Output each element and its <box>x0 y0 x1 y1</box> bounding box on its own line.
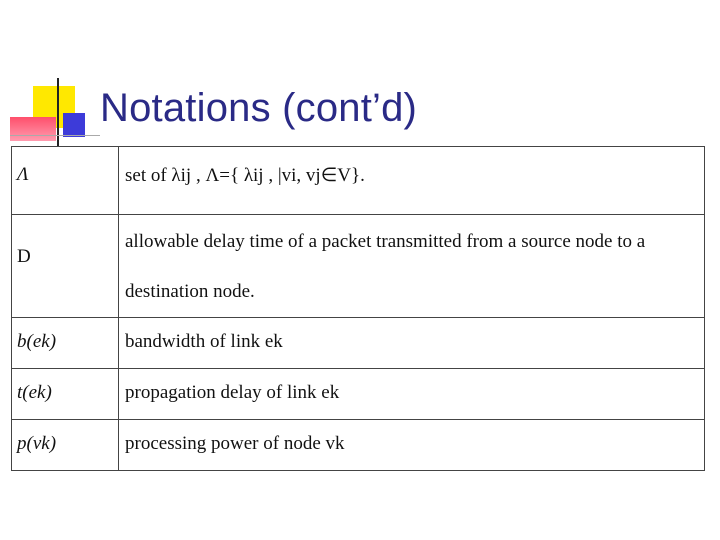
description-cell <box>119 369 705 420</box>
description-text-line1: allowable delay time of a packet transmitted from a source node to a <box>125 231 646 252</box>
slide-title: Notations (cont’d) <box>100 86 418 130</box>
slide-logo-decoration <box>0 0 100 150</box>
description-cell <box>119 147 705 215</box>
table-row <box>12 369 705 420</box>
symbol-cell <box>12 215 119 318</box>
symbol-text: p(vk) <box>17 433 57 454</box>
description-text: set of λij , Λ={ λij , |vi, vj∈V}. <box>125 165 365 186</box>
symbol-text: t(ek) <box>17 382 52 403</box>
symbol-cell <box>12 420 119 471</box>
symbol-cell <box>12 147 119 215</box>
blue-square-shape <box>63 113 85 137</box>
description-cell <box>119 318 705 369</box>
description-cell <box>119 215 705 318</box>
symbol-cell <box>12 369 119 420</box>
table-row <box>12 215 705 318</box>
description-text-line2: destination node. <box>125 281 255 302</box>
symbol-text: D <box>17 246 31 267</box>
description-text: processing power of node vk <box>125 433 345 454</box>
pink-square-shape <box>10 117 56 141</box>
table-row <box>12 420 705 471</box>
description-cell <box>119 420 705 471</box>
symbol-cell <box>12 318 119 369</box>
table-row <box>12 147 705 215</box>
table-row <box>12 318 705 369</box>
horizontal-line-shape <box>10 135 100 136</box>
description-text: propagation delay of link ek <box>125 382 340 403</box>
symbol-text: Λ <box>17 164 29 185</box>
description-text: bandwidth of link ek <box>125 331 283 352</box>
symbol-text: b(ek) <box>17 331 57 352</box>
notations-table <box>11 146 705 471</box>
